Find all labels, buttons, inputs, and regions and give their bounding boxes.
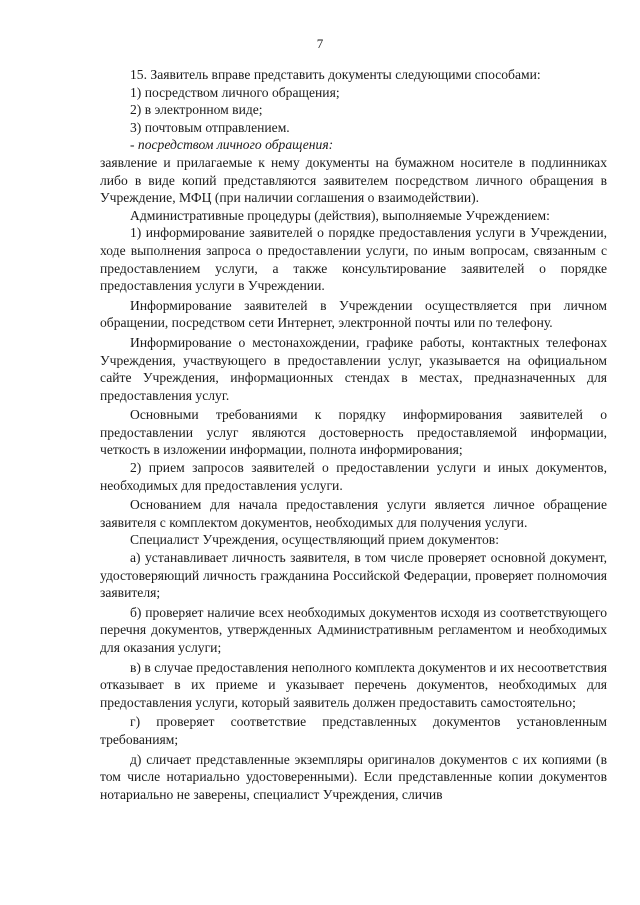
- paragraph: Информирование о местонахождении, графике работы, контактных телефонах Учреждения, участвующего в предоставлении услуг, указывается на официальном сайте Учреждения, информационных стендах в местах, предназначенных для предоставления услуг.: [100, 334, 607, 403]
- paragraph: д) сличает представленные экземпляры оригиналов документов с их копиями (в том числе нотариально удостоверенными). Если представленные копии документов нотариально не заверены, специалист Учреждения, сличив: [100, 751, 607, 802]
- paragraph: Административные процедуры (действия), выполняемые Учреждением:: [130, 207, 550, 223]
- paragraph: в) в случае предоставления неполного комплекта документов и их несоответствия отказывает в их приеме и указывает перечень документов, необходимых для предоставления услуги, который заявитель должен предоставить самостоятельно;: [100, 659, 607, 710]
- paragraph: Специалист Учреждения, осуществляющий прием документов:: [130, 532, 499, 548]
- paragraph: а) устанавливает личность заявителя, в том числе проверяет основной документ, удостоверяющий личность гражданина Российской Федерации, проверяет полномочия заявителя;: [100, 550, 607, 601]
- paragraph: 1) информирование заявителей о порядке предоставления услуги в Учреждении, ходе выполнения запроса о предоставлении услуги, по иным вопросам, связанным с предоставлением услуги, а также консультирование заявителей о порядке предоставления услуги в Учреждении.: [100, 225, 607, 294]
- list-item-electronic: 2) в электронном виде;: [130, 102, 263, 118]
- paragraph: Основными требованиями к порядку информирования заявителей о предоставлении услуг являются достоверность предоставляемой информации, четкость в изложении информации, полнота информирования;: [100, 407, 607, 458]
- paragraph: 2) прием запросов заявителей о предоставлении услуги и иных документов, необходимых для предоставления услуги.: [100, 460, 607, 493]
- document-body: [100, 66, 607, 803]
- list-item-postal: 3) почтовым отправлением.: [130, 119, 290, 135]
- paragraph: г) проверяет соответствие представленных документов установленным требованиям;: [100, 714, 607, 747]
- page-number: 7: [316, 36, 324, 51]
- subheading-personal: - посредством личного обращения:: [130, 137, 334, 153]
- paragraph: заявление и прилагаемые к нему документы на бумажном носителе в подлинниках либо в виде копий представляются заявителем посредством личного обращения в Учреждение, МФЦ (при наличии соглашения о взаимодействии).: [100, 154, 607, 206]
- paragraph: Основанием для начала предоставления услуги является личное обращение заявителя с комплектом документов, необходимых для получения услуги.: [100, 497, 607, 530]
- paragraph: Информирование заявителей в Учреждении осуществляется при личном обращении, посредством сети Интернет, электронной почты или по телефону.: [100, 297, 607, 331]
- paragraph: б) проверяет наличие всех необходимых документов исходя из соответствующего перечня документов, утвержденных Административным регламентом и необходимых для оказания услуги;: [100, 604, 607, 655]
- list-item-personal: 1) посредством личного обращения;: [130, 84, 340, 100]
- paragraph-15-heading: 15. Заявитель вправе представить документы следующими способами:: [130, 67, 541, 82]
